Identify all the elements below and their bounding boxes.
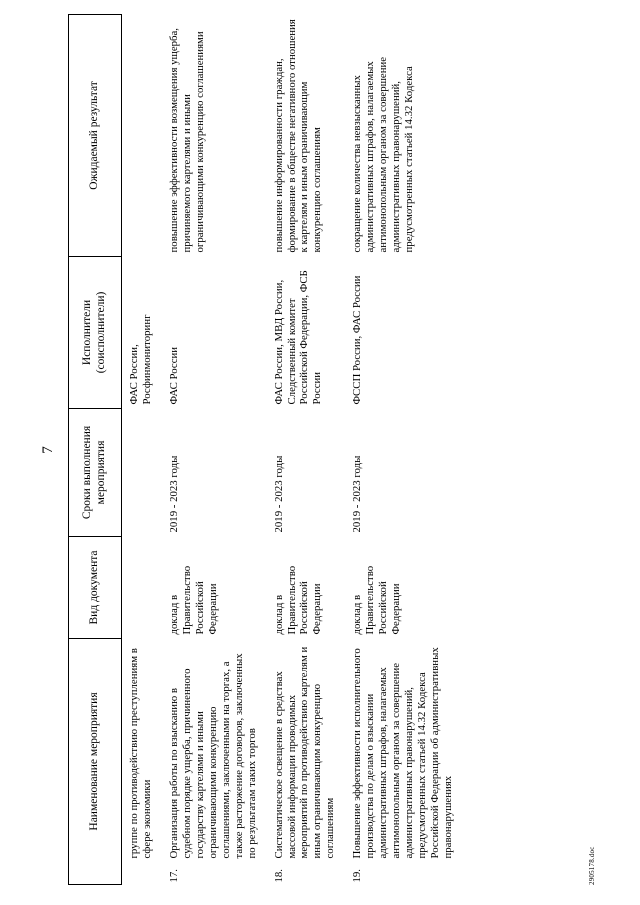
document-type: доклад в Правительство Российской Федерации bbox=[167, 565, 219, 635]
header-deadline: Сроки выполнения мероприятия bbox=[69, 408, 122, 536]
document-type: доклад в Правительство Российской Федерации bbox=[351, 565, 403, 635]
measures-table bbox=[68, 14, 463, 885]
measure-name: группе по противодействию преступлениям в сфере экономики bbox=[128, 648, 153, 859]
header-doc-type: Вид документа bbox=[69, 536, 122, 638]
measure-name: Систематическое освещение в средствах массовой информации проводимых мероприятий по противодействию картелям и иным ограничивающим конкуренцию соглашениям bbox=[272, 646, 337, 859]
executors: ФАС России, МВД России, Следственный комитет Российской Федерации, ФСБ России bbox=[272, 270, 324, 405]
expected-result bbox=[122, 14, 162, 256]
expected-result: повышение информированности граждан, формирование в обществе негативного отношения к картелям и иным ограничивающим конкуренцию соглашениям bbox=[272, 19, 324, 253]
expected-result: повышение эффективности возмещения ущерба, причиняемого картелями и иными ограничивающими конкуренцию соглашениями bbox=[167, 28, 206, 253]
rotated-sheet bbox=[40, 15, 600, 885]
deadline: 2019 - 2023 годы bbox=[351, 455, 364, 533]
executors: ФАС России, Росфинмониторинг bbox=[128, 314, 153, 405]
row-number: 18. bbox=[272, 869, 285, 883]
table-row bbox=[345, 14, 463, 884]
header-result: Ожидаемый результат bbox=[69, 14, 122, 256]
document-type bbox=[122, 536, 162, 638]
file-footer: 2905178.doc bbox=[588, 846, 596, 885]
measure-name: Организация работы по взысканию в судебном порядке ущерба, причиненного государству картелями и иными ограничивающими конкуренцию соглашениями, заключенными на торгах, а также расторжение договоров, заключенных по результатам таких торгов bbox=[167, 653, 258, 859]
table-row bbox=[162, 14, 267, 884]
table-header-row bbox=[69, 14, 122, 884]
measure-name: Повышение эффективности исполнительного производства по делам о взыскании административных штрафов, налагаемых антимонопольным органом за совершение административных правонарушений, предусмотренных статьей 14.32 Кодекса Российской Федерации об административных правонарушениях bbox=[351, 647, 455, 859]
row-number: 17. bbox=[167, 869, 180, 883]
table-row bbox=[122, 14, 162, 884]
table-row bbox=[267, 14, 346, 884]
executors: ФССП России, ФАС России bbox=[351, 275, 364, 405]
deadline: 2019 - 2023 годы bbox=[272, 455, 285, 533]
page-number: 7 bbox=[40, 446, 56, 454]
row-number bbox=[122, 863, 162, 885]
header-executors: Исполнители (соисполнители) bbox=[69, 256, 122, 408]
row-number: 19. bbox=[351, 869, 364, 883]
deadline bbox=[122, 408, 162, 536]
header-name: Наименование мероприятия bbox=[69, 638, 122, 884]
executors: ФАС России bbox=[167, 346, 180, 405]
document-type: доклад в Правительство Российской Федерации bbox=[272, 565, 324, 635]
deadline: 2019 - 2023 годы bbox=[167, 455, 180, 533]
expected-result: сокращение количества невзысканных административных штрафов, налагаемых антимонопольным органом за совершение административных правонарушений, предусмотренных статьей 14.32 Кодекса bbox=[351, 56, 416, 253]
